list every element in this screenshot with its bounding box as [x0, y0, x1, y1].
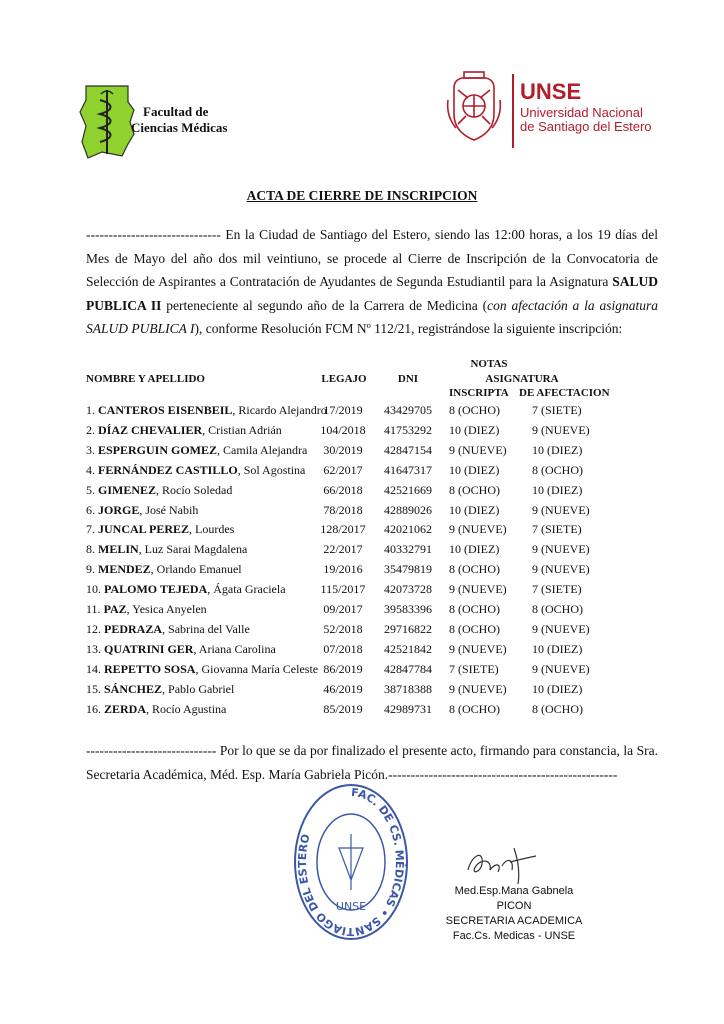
cell-surname: MELIN — [98, 542, 139, 557]
cell-name — [86, 582, 286, 597]
cell-grade-afectacion: 10 (DIEZ) — [532, 442, 583, 457]
cell-name — [86, 622, 250, 637]
cell-name — [86, 503, 198, 518]
cell-grade-afectacion: 9 (NUEVE) — [532, 621, 590, 636]
cell-given-name: , Luz Sarai Magdalena — [138, 542, 248, 557]
cell-grade-afectacion: 10 (DIEZ) — [532, 482, 583, 497]
cell-grade-afectacion: 10 (DIEZ) — [532, 681, 583, 696]
cell-surname: DÍAZ CHEVALIER — [98, 422, 203, 437]
cell-surname: JUNCAL PEREZ — [98, 522, 190, 537]
table-row — [86, 403, 646, 421]
cell-surname: GIMENEZ — [98, 482, 157, 497]
cell-grade-afectacion: 8 (OCHO) — [532, 462, 583, 477]
cell-surname: PEDRAZA — [104, 621, 163, 636]
signer-role: SECRETARIA ACADEMICA — [445, 915, 583, 927]
cell-legajo: 19/2016 — [323, 562, 363, 577]
faculty-line2: Ciencias Médicas — [131, 120, 228, 135]
cell-grade-inscripta: 9 (NUEVE) — [449, 641, 507, 656]
univ-full-name — [520, 106, 652, 134]
table-row — [86, 642, 646, 660]
cell-grade-afectacion: 7 (SIETE) — [532, 582, 582, 597]
cell-surname: PAZ — [103, 602, 127, 616]
table-row — [86, 423, 646, 441]
intro-text-2: perteneciente al segundo año de la Carrera de Medicina ( — [161, 297, 488, 313]
header-afectacion: DE AFECTACION — [519, 387, 610, 399]
header-dni: DNI — [397, 373, 419, 385]
table-row — [86, 463, 646, 481]
cell-given-name: , Giovanna María Celeste — [195, 661, 319, 676]
cell-given-name: , Rocío Soledad — [156, 482, 233, 497]
cell-name — [86, 443, 307, 458]
cell-legajo: 22/2017 — [323, 542, 363, 557]
cell-given-name: , Camila Alejandra — [217, 442, 308, 457]
cell-name — [86, 483, 232, 498]
cell-dni: 41753292 — [384, 422, 432, 437]
cell-legajo: 128/2017 — [320, 522, 366, 537]
cell-dni: 43429705 — [384, 403, 432, 417]
cell-name — [86, 602, 207, 617]
table-row — [86, 602, 646, 620]
cell-num: 4. — [86, 462, 95, 477]
cell-legajo: 85/2019 — [323, 701, 363, 716]
cell-dni: 40332791 — [384, 542, 432, 557]
cell-grade-inscripta: 8 (OCHO) — [449, 482, 500, 497]
cell-grade-afectacion: 9 (NUEVE) — [532, 661, 590, 676]
seal-center-text: UNSE — [335, 900, 367, 913]
cell-legajo: 46/2019 — [323, 681, 363, 696]
faculty-seal-icon — [292, 782, 410, 942]
cell-given-name: , Lourdes — [189, 522, 235, 537]
cell-given-name: , Ágata Graciela — [207, 582, 286, 597]
cell-num: 2. — [86, 422, 95, 437]
table-row — [86, 622, 646, 640]
signer-name: Med.Esp.Mana Gabnela PICON — [454, 885, 574, 912]
signer-org: Fac.Cs. Medicas - UNSE — [452, 930, 576, 942]
intro-paragraph — [86, 223, 658, 341]
cell-num: 16. — [86, 701, 101, 716]
univ-line1: Universidad Nacional — [520, 105, 643, 120]
cell-legajo: 07/2018 — [323, 641, 363, 656]
cell-dni: 42989731 — [384, 701, 432, 716]
faculty-name — [131, 104, 227, 136]
table-row — [86, 503, 646, 521]
cell-given-name: , Sabrina del Valle — [162, 621, 250, 636]
cell-grade-inscripta: 10 (DIEZ) — [449, 462, 500, 477]
cell-grade-inscripta: 10 (DIEZ) — [449, 542, 500, 557]
cell-legajo: 30/2019 — [323, 442, 363, 457]
document-title: ACTA DE CIERRE DE INSCRIPCION — [246, 188, 478, 203]
univ-line2: de Santiago del Estero — [520, 119, 652, 134]
cell-dni: 35479819 — [384, 562, 432, 577]
fcm-logo-icon — [78, 82, 136, 160]
table-row — [86, 702, 646, 720]
cell-legajo: 78/2018 — [323, 502, 363, 517]
cell-grade-inscripta: 8 (OCHO) — [449, 621, 500, 636]
cell-legajo: 17/2019 — [323, 403, 363, 417]
cell-dni: 42521669 — [384, 482, 432, 497]
table-row — [86, 582, 646, 600]
cell-dni: 29716822 — [384, 621, 432, 636]
cell-legajo: 52/2018 — [323, 621, 363, 636]
faculty-line1: Facultad de — [143, 104, 209, 119]
cell-name — [86, 423, 282, 438]
cell-grade-inscripta: 10 (DIEZ) — [449, 422, 500, 437]
closing-dashes: ----------------------------- — [86, 743, 217, 758]
cell-grade-afectacion: 9 (NUEVE) — [532, 562, 590, 577]
cell-num: 6. — [86, 502, 95, 517]
cell-grade-afectacion: 7 (SIETE) — [532, 403, 582, 417]
cell-num: 11. — [86, 602, 101, 616]
cell-grade-inscripta: 7 (SIETE) — [449, 661, 499, 676]
cell-grade-inscripta: 9 (NUEVE) — [449, 582, 507, 597]
cell-num: 15. — [86, 681, 101, 696]
cell-num: 7. — [86, 522, 95, 537]
unse-crest-icon — [444, 70, 504, 142]
cell-legajo: 86/2019 — [323, 661, 363, 676]
cell-dni: 42847154 — [384, 442, 432, 457]
cell-grade-inscripta: 8 (OCHO) — [449, 602, 500, 616]
closing-text: Por lo que se da por finalizado el presente acto, firmando para constancia, la Sra. Secretaria Académica, Méd. Esp. María Gabriela Picón. — [86, 743, 658, 782]
cell-name — [86, 702, 226, 717]
header-name: NOMBRE Y APELLIDO — [86, 373, 205, 385]
cell-grade-afectacion: 8 (OCHO) — [532, 701, 583, 716]
cell-name — [86, 682, 234, 697]
table-row — [86, 483, 646, 501]
cell-grade-afectacion: 7 (SIETE) — [532, 522, 582, 537]
cell-num: 12. — [86, 621, 101, 636]
cell-legajo: 09/2017 — [323, 602, 363, 616]
cell-legajo: 104/2018 — [320, 422, 366, 437]
cell-surname: QUATRINI GER — [104, 641, 194, 656]
header-notas: NOTAS — [470, 358, 508, 370]
header-inscripta: INSCRIPTA — [449, 387, 509, 399]
cell-grade-afectacion: 9 (NUEVE) — [532, 542, 590, 557]
cell-given-name: , José Nabih — [139, 502, 199, 517]
cell-grade-afectacion: 9 (NUEVE) — [532, 502, 590, 517]
cell-dni: 41647317 — [384, 462, 432, 477]
closing-paragraph — [86, 739, 658, 786]
cell-num: 10. — [86, 582, 101, 597]
cell-grade-inscripta: 8 (OCHO) — [449, 701, 500, 716]
cell-legajo: 115/2017 — [320, 582, 366, 597]
cell-given-name: , Yesica Anyelen — [126, 602, 207, 616]
cell-surname: PALOMO TEJEDA — [104, 582, 208, 597]
cell-surname: CANTEROS EISENBEIL — [98, 403, 233, 417]
cell-num: 13. — [86, 641, 101, 656]
cell-grade-afectacion: 9 (NUEVE) — [532, 422, 590, 437]
header-legajo: LEGAJO — [321, 373, 367, 385]
cell-grade-inscripta: 8 (OCHO) — [449, 562, 500, 577]
cell-surname: REPETTO SOSA — [104, 661, 196, 676]
cell-dni: 42021062 — [384, 522, 432, 537]
cell-name — [86, 642, 276, 657]
cell-num: 5. — [86, 482, 95, 497]
cell-surname: MENDEZ — [98, 562, 151, 577]
cell-name — [86, 403, 327, 418]
cell-dni: 42073728 — [384, 582, 432, 597]
cell-dni: 42847784 — [384, 661, 432, 676]
cell-num: 3. — [86, 442, 95, 457]
cell-grade-afectacion: 10 (DIEZ) — [532, 641, 583, 656]
cell-name — [86, 463, 305, 478]
cell-surname: FERNÁNDEZ CASTILLO — [98, 462, 238, 477]
closing-trailing-dashes: --------------------------------------------------- — [388, 766, 618, 782]
seal-outer-text: FAC. DE CS. MÉDICAS • SANTIAGO DEL ESTERO — [295, 785, 407, 939]
cell-surname: SÁNCHEZ — [104, 681, 163, 696]
cell-legajo: 66/2018 — [323, 482, 363, 497]
cell-grade-inscripta: 8 (OCHO) — [449, 403, 500, 417]
intro-subject: SALUD PUBLICA II — [86, 274, 658, 313]
cell-given-name: , Ariana Carolina — [193, 641, 276, 656]
univ-short-name: UNSE — [520, 79, 582, 104]
cell-given-name: , Cristian Adrián — [202, 422, 282, 437]
cell-surname: JORGE — [98, 502, 140, 517]
table-row — [86, 682, 646, 700]
header-asignatura: ASIGNATURA — [485, 373, 559, 385]
cell-name — [86, 542, 247, 557]
cell-given-name: , Rocío Agustina — [146, 701, 227, 716]
cell-name — [86, 662, 318, 677]
cell-num: 8. — [86, 542, 95, 557]
cell-given-name: , Pablo Gabriel — [162, 681, 235, 696]
cell-name — [86, 522, 234, 537]
cell-name — [86, 562, 242, 577]
intro-text-1: En la Ciudad de Santiago del Estero, siendo las 12:00 horas, a los 19 días del Mes de Mayo del año dos mil veintiuno, se procede al Cierre de Inscripción de la Convocatoria de Selección de Aspirantes a Contratación de Ayudantes de Segunda Estudiantil para la Asignatura — [86, 227, 658, 289]
cell-num: 9. — [86, 562, 95, 577]
intro-text-3: ), conforme Resolución FCM Nº 112/21, registrándose la siguiente inscripción: — [194, 321, 623, 336]
table-row — [86, 443, 646, 461]
handwritten-signature-icon — [462, 840, 542, 886]
cell-dni: 42889026 — [384, 502, 432, 517]
cell-grade-afectacion: 8 (OCHO) — [532, 602, 583, 616]
table-row — [86, 562, 646, 580]
table-row — [86, 542, 646, 560]
cell-grade-inscripta: 9 (NUEVE) — [449, 522, 507, 537]
cell-given-name: , Sol Agostina — [237, 462, 306, 477]
cell-num: 14. — [86, 661, 101, 676]
cell-legajo: 62/2017 — [323, 462, 363, 477]
cell-grade-inscripta: 10 (DIEZ) — [449, 502, 500, 517]
signature-block — [441, 884, 587, 944]
cell-grade-inscripta: 9 (NUEVE) — [449, 442, 507, 457]
cell-grade-inscripta: 9 (NUEVE) — [449, 681, 507, 696]
cell-surname: ESPERGUIN GOMEZ — [98, 442, 218, 457]
cell-dni: 38718388 — [384, 681, 432, 696]
cell-dni: 39583396 — [384, 602, 432, 616]
cell-surname: ZERDA — [104, 701, 147, 716]
cell-given-name: , Orlando Emanuel — [150, 562, 242, 577]
cell-num: 1. — [86, 403, 95, 417]
unse-divider — [512, 74, 514, 148]
table-row — [86, 662, 646, 680]
cell-dni: 42521842 — [384, 641, 432, 656]
table-row — [86, 522, 646, 540]
intro-affected-subject: con afectación a la asignatura SALUD PUBLICA I — [86, 297, 659, 336]
intro-dashes: ------------------------------ — [86, 227, 221, 242]
cell-given-name: , Ricardo Alejandro — [232, 403, 327, 417]
